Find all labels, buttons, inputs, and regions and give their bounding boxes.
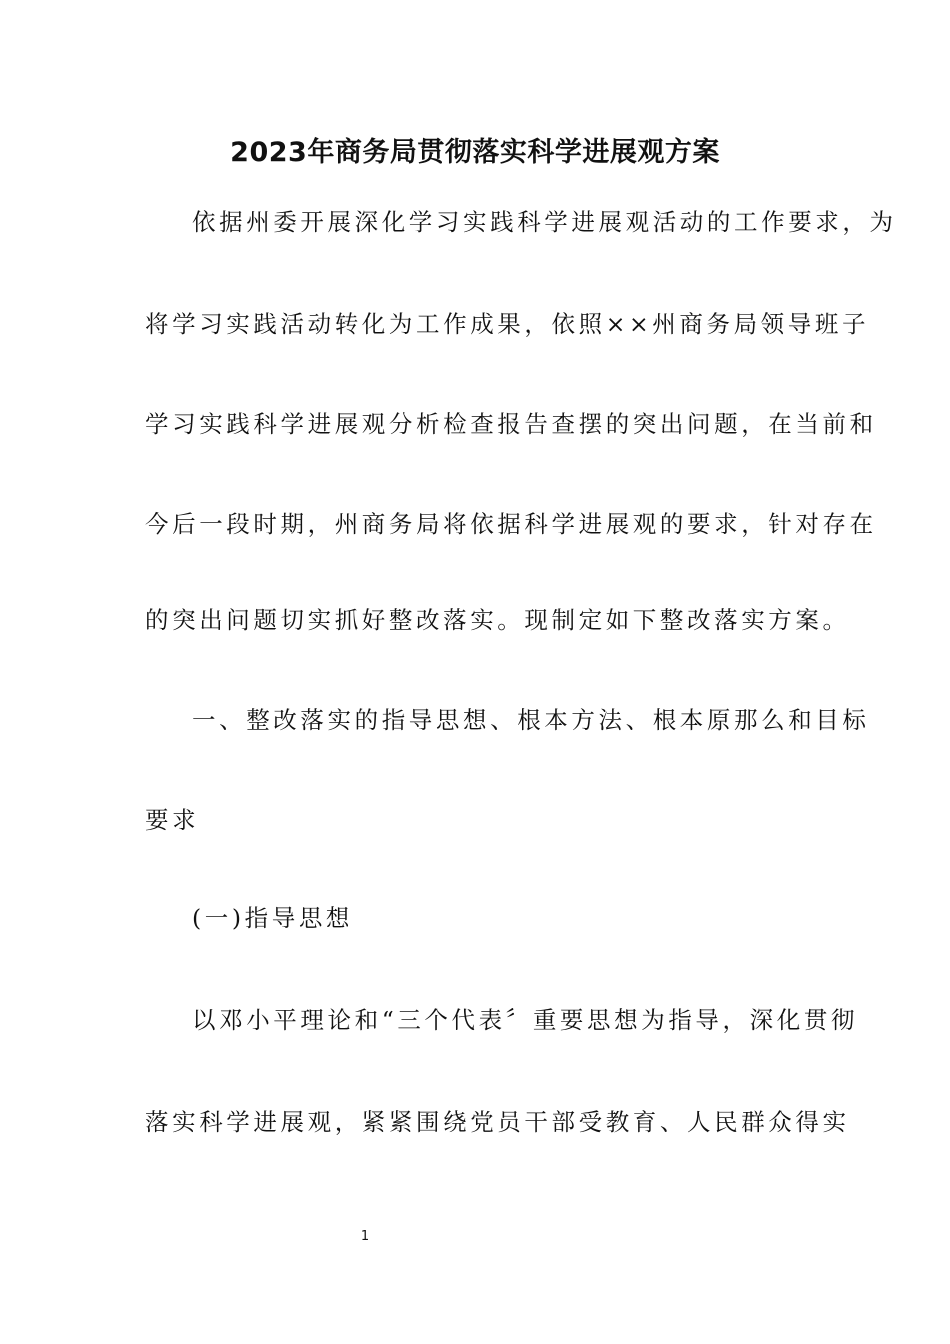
paragraph-line: 将学习实践活动转化为工作成果，依照××州商务局领导班子 <box>145 310 870 338</box>
paragraph-line: 学习实践科学进展观分析检查报告查摆的突出问题，在当前和 <box>145 410 877 438</box>
paragraph-line: 依据州委开展深化学习实践科学进展观活动的工作要求，为 <box>192 208 897 236</box>
section-heading-line: 一、整改落实的指导思想、根本方法、根本原那么和目标 <box>192 706 870 734</box>
paragraph-line: 的突出问题切实抓好整改落实。现制定如下整改落实方案。 <box>145 606 850 634</box>
document-title: 2023年商务局贯彻落实科学进展观方案 <box>230 137 720 168</box>
section-heading-line: 要求 <box>145 806 200 834</box>
paragraph-line: 以邓小平理论和“三个代表〞重要思想为指导，深化贯彻 <box>192 1006 859 1034</box>
paragraph-line: 今后一段时期，州商务局将依据科学进展观的要求，针对存在 <box>145 510 877 538</box>
paragraph-line: 落实科学进展观，紧紧围绕党员干部受教育、人民群众得实 <box>145 1108 850 1136</box>
page-number: 1 <box>360 1229 370 1244</box>
subsection-heading: (一)指导思想 <box>192 904 354 932</box>
